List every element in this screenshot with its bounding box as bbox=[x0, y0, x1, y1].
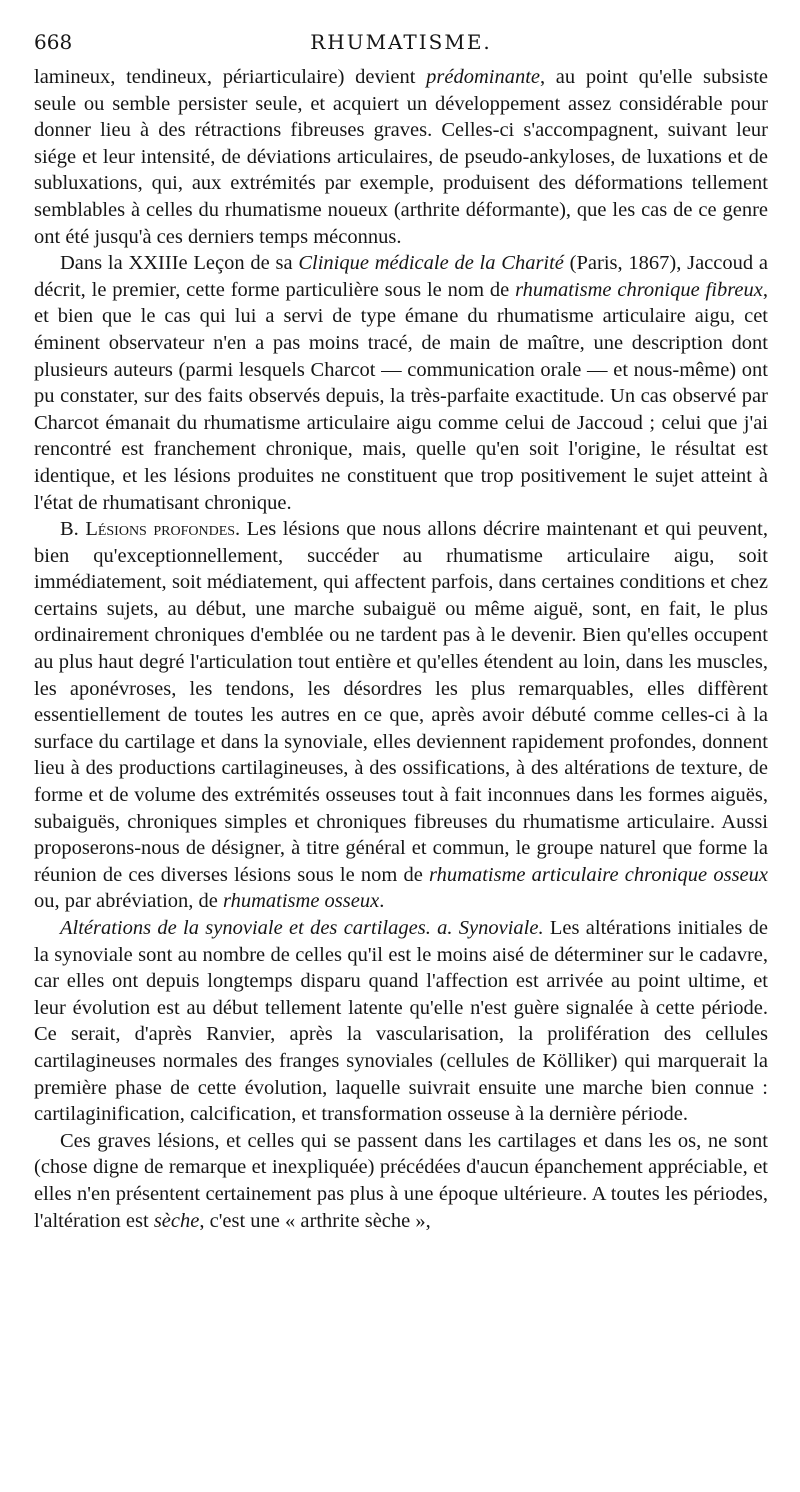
text-run: , et bien que le cas qui lui a servi de type émane du rhumatisme articulaire aigu, cet éminent observateur n'en a pas moins tracé, de main de maître, une description dont plusieurs auteurs (parmi lesquels Charcot — communication orale — et nous-même) ont pu constater, sur des faits observés depuis, la très-parfaite exactitude. Un cas observé par Charcot émanait du rhumatisme articulaire aigu comme celui de Jaccoud ; celui que j'ai rencontré est franchement chronique, mais, quelle qu'en soit l'origine, le résultat est identique, et les lésions produites ne constituent que trop positivement le sujet atteint à l'état de rhumatisant chronique. bbox=[34, 278, 768, 514]
paragraph bbox=[34, 64, 768, 250]
section-heading: Lésions profondes. bbox=[85, 518, 241, 541]
italic-text: rhumatisme osseux bbox=[222, 890, 380, 913]
text-run: , c'est une « arthrite sèche », bbox=[199, 1209, 431, 1232]
paragraph bbox=[34, 516, 768, 915]
text-run: ou, par abréviation, de bbox=[34, 890, 223, 913]
text-run: Ces graves lésions, et celles qui se passent dans les cartilages et dans les os, ne sont (chose digne de remarque et inexpliquée) précédées d'aucun épanchement appréciable, et elles n'en présentent certainement pas plus à une époque ultérieure. A toutes les périodes, l'altération est bbox=[34, 1129, 768, 1232]
text-run: (Paris, 1867), Jaccoud a décrit, le premier, cette forme particulière sous le nom de bbox=[34, 252, 768, 301]
italic-text: sèche bbox=[153, 1209, 200, 1232]
page-number: 668 bbox=[34, 30, 73, 54]
text-run: lamineux, tendineux, périarticulaire) devient bbox=[34, 66, 427, 88]
italic-text: prédominante bbox=[426, 66, 541, 88]
paragraph bbox=[34, 915, 768, 1128]
text-run: , au point qu'elle subsiste seule ou semble persister seule, et acquiert un développement assez considérable pour donner lieu à des rétractions fibreuses graves. Celles-ci s'accompagnent, suivant leur siége et leur intensité, de déviations articulaires, de pseudo-ankyloses, de luxations et de subluxations, qui, aux extrémités par exemple, produisent des déformations tellement semblables à celles du rhumatisme noueux (arthrite déformante), que les cas de ce genre ont été jusqu'à ces derniers temps méconnus. bbox=[34, 66, 768, 248]
italic-text: Clinique médicale de la Charité bbox=[298, 252, 564, 275]
paragraph bbox=[34, 1128, 768, 1234]
text-run: Dans la XXIIIe Leçon de sa bbox=[60, 252, 299, 275]
page-header bbox=[34, 22, 768, 62]
text-run: . bbox=[379, 890, 385, 913]
text-run: Les lésions que nous allons décrire maintenant et qui peuvent, bien qu'exceptionnellement, succéder au rhumatisme articulaire aigu, soit immédiatement, soit médiatement, qui affectent parfois, dans certaines conditions et chez certains sujets, au début, une marche subaiguë ou même aiguë, sont, en fait, le plus ordinairement chroniques d'emblée ou ne tardent pas à le devenir. Bien qu'elles occupent au plus haut degré l'articulation tout entière et qu'elles étendent au loin, dans les muscles, les aponévroses, les tendons, les désordres les plus remarquables, elles diffèrent essentiellement de toutes les autres en ce que, après avoir débuté comme celles-ci à la surface du cartilage et dans la synoviale, elles deviennent rapidement profondes, donnent lieu à des productions cartilagineuses, à des ossifications, à des altérations de texture, de forme et de volume des extrémités osseuses tout à fait inconnues dans les formes aiguës, subaiguës, chroniques simples et chroniques fibreuses du rhumatisme articulaire. Aussi proposerons-nous de désigner, à titre général et commun, le groupe naturel que forme la réunion de ces diverses lésions sous le nom de bbox=[34, 518, 769, 886]
body-text bbox=[34, 64, 768, 1234]
paragraph bbox=[34, 250, 768, 516]
running-title: RHUMATISME. bbox=[310, 30, 492, 54]
text-run: Les altérations initiales de la synoviale sont au nombre de celles qu'il est le moins aisé de déterminer sur le cadavre, car elles ont depuis longtemps disparu quand l'affection est arrivée au point ultime, et leur évolution est au début tellement latente qu'elle n'est guère signalée à cette période. Ce serait, d'après Ranvier, après la vascularisation, la prolifération des cellules cartilagineuses normales des franges synoviales (cellules de Kölliker) qui marquerait la première phase de cette évolution, laquelle suivrait ensuite une marche bien connue : cartilaginification, calcification, et transformation osseuse à la dernière période. bbox=[34, 917, 768, 1126]
text-run: B. bbox=[60, 518, 86, 541]
italic-text: Altérations de la synoviale et des cartilages. a. Synoviale. bbox=[60, 917, 544, 939]
italic-text: rhumatisme articulaire chronique osseux bbox=[429, 863, 768, 886]
italic-text: rhumatisme chronique fibreux bbox=[515, 278, 763, 301]
